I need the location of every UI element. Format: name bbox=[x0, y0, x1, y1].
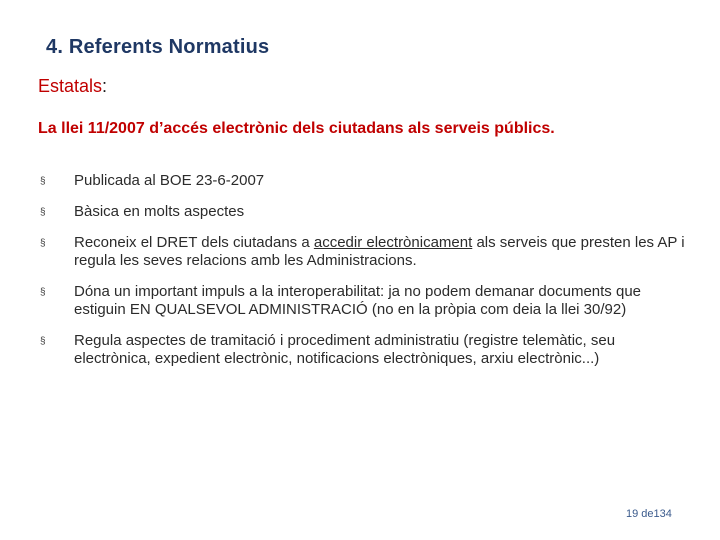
bullet-text: Bàsica en molts aspectes bbox=[74, 203, 245, 220]
bullet-marker-icon: § bbox=[40, 176, 46, 187]
subtitle-colon: : bbox=[102, 76, 108, 96]
bullet-marker-icon: § bbox=[40, 336, 46, 347]
page-number: 19 de134 bbox=[626, 508, 672, 520]
bullet-marker-icon: § bbox=[40, 207, 46, 218]
bullet-text-after: als serveis que presten les AP i regula les seves relacions amb les Administracions. bbox=[74, 234, 685, 269]
bullet-text-before: Reconeix el DRET dels ciutadans a bbox=[74, 234, 314, 251]
bullet-text: Regula aspectes de tramitació i procediment administratiu (registre telemàtic, seu electrònica, expedient electrònic, notificacions electròniques, arxiu electrònic...) bbox=[74, 332, 616, 367]
bullet-list bbox=[38, 172, 688, 381]
section-subtitle bbox=[38, 76, 107, 97]
bullet-item bbox=[38, 203, 688, 221]
bullet-marker-icon: § bbox=[40, 238, 46, 249]
subtitle-text: Estatals bbox=[38, 76, 103, 96]
bullet-item bbox=[38, 234, 688, 270]
bullet-text: Dóna un important impuls a la interoperabilitat: ja no podem demanar documents que estiguin EN QUALSEVOL ADMINISTRACIÓ (no en la pròpia com deia la llei 30/92) bbox=[74, 283, 641, 318]
bullet-underlined-text: accedir electrònicament bbox=[313, 234, 473, 251]
bullet-text: Publicada al BOE 23-6-2007 bbox=[74, 172, 265, 189]
bullet-item bbox=[38, 332, 688, 368]
bullet-item bbox=[38, 283, 688, 319]
law-heading: La llei 11/2007 d’accés electrònic dels ciutadans als serveis públics. bbox=[38, 120, 555, 137]
bullet-item bbox=[38, 172, 688, 190]
bullet-marker-icon: § bbox=[40, 287, 46, 298]
slide-title: 4. Referents Normatius bbox=[46, 36, 270, 58]
